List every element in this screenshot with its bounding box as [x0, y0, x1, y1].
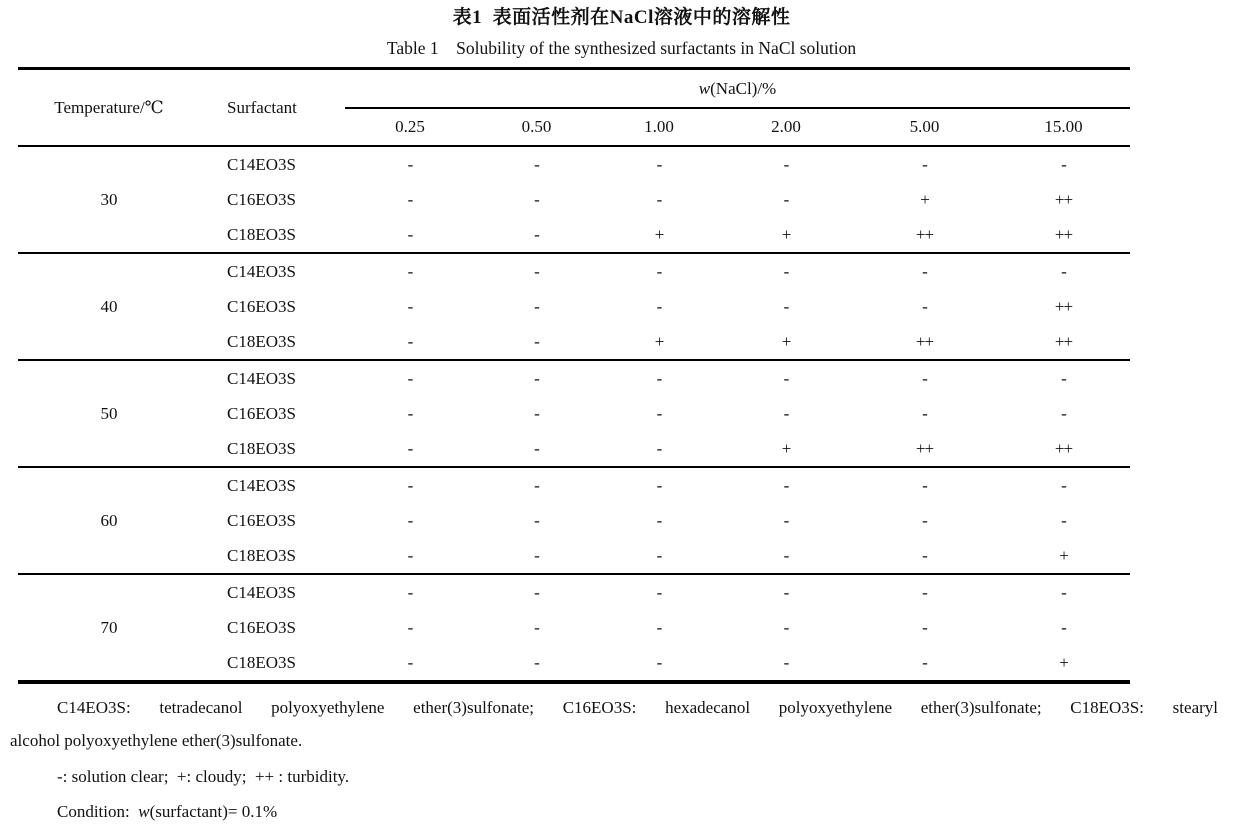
solubility-value: -: [922, 261, 927, 281]
footnote-condition: [10, 795, 1218, 828]
table-row: [18, 467, 1130, 503]
footnote-symbols: -: solution clear; +: cloudy; ++ : turbidity.: [57, 767, 350, 786]
solubility-value: -: [534, 189, 539, 209]
solubility-value: +: [920, 189, 929, 209]
solubility-table: [18, 67, 1130, 684]
surfactant-cell: C14EO3S: [227, 475, 296, 495]
footnote-definitions-line2: alcohol polyoxyethylene ether(3)sulfonate.: [10, 731, 303, 750]
surfactant-column-header: Surfactant: [227, 97, 297, 117]
solubility-value: ++: [1054, 189, 1073, 209]
solubility-value: -: [922, 652, 927, 672]
solubility-value: -: [656, 261, 662, 281]
table-row: [18, 360, 1130, 396]
solubility-value: -: [534, 652, 539, 672]
solubility-value: -: [407, 582, 413, 602]
solubility-value: ++: [1054, 331, 1073, 351]
solubility-value: -: [656, 189, 662, 209]
table-header: [18, 69, 1130, 147]
solubility-value: -: [656, 652, 662, 672]
solubility-value: -: [534, 545, 539, 565]
solubility-value: -: [534, 154, 539, 174]
solubility-value: -: [534, 368, 539, 388]
solubility-value: -: [656, 154, 662, 174]
solubility-value: -: [534, 261, 539, 281]
nacl-header-italic-w: w: [698, 78, 711, 98]
solubility-value: ++: [915, 224, 934, 244]
surfactant-cell: C14EO3S: [227, 368, 296, 388]
solubility-value: -: [783, 403, 789, 423]
solubility-value: -: [407, 261, 413, 281]
solubility-value: -: [1061, 475, 1066, 495]
solubility-value: -: [534, 331, 539, 351]
surfactant-cell: C16EO3S: [227, 189, 296, 209]
solubility-value: -: [783, 545, 789, 565]
solubility-value: -: [407, 224, 413, 244]
table-row: [18, 146, 1130, 182]
solubility-value: -: [656, 510, 662, 530]
solubility-value: -: [534, 296, 539, 316]
solubility-value: -: [1061, 154, 1066, 174]
solubility-value: ++: [1054, 296, 1073, 316]
surfactant-cell: C16EO3S: [227, 617, 296, 637]
solubility-value: -: [534, 510, 539, 530]
solubility-value: -: [783, 510, 789, 530]
solubility-value: -: [656, 296, 662, 316]
surfactant-cell: C16EO3S: [227, 403, 296, 423]
solubility-value: -: [534, 475, 539, 495]
concentration-header: 0.50: [521, 117, 552, 136]
solubility-value: -: [783, 652, 789, 672]
solubility-value: -: [1061, 261, 1066, 281]
temperature-cell: 30: [100, 189, 118, 209]
solubility-value: -: [407, 189, 413, 209]
condition-italic-w: w: [138, 802, 150, 821]
footnote-definitions-line1: C14EO3S: tetradecanol polyoxyethylene ether(3)sulfonate; C16EO3S: hexadecanol polyoxyethylene ether(3)sulfonate; C18EO3S: stearyl: [57, 698, 1218, 717]
nacl-header-rest: (NaCl)/%: [710, 78, 777, 98]
surfactant-cell: C18EO3S: [227, 224, 296, 244]
table-row: [18, 253, 1130, 289]
solubility-value: -: [1061, 403, 1066, 423]
solubility-value: -: [922, 510, 927, 530]
solubility-value: -: [407, 154, 413, 174]
solubility-value: -: [922, 617, 927, 637]
solubility-value: -: [783, 261, 789, 281]
nacl-concentration-header: [345, 69, 1130, 109]
concentration-header: 2.00: [771, 117, 801, 136]
solubility-value: -: [783, 189, 789, 209]
solubility-value: -: [407, 438, 413, 458]
solubility-value: -: [534, 582, 539, 602]
concentration-header: 5.00: [909, 117, 940, 136]
surfactant-cell: C14EO3S: [227, 582, 296, 602]
solubility-value: -: [1061, 368, 1066, 388]
condition-prefix: Condition:: [57, 802, 139, 821]
solubility-value: -: [534, 403, 539, 423]
solubility-value: -: [656, 438, 662, 458]
solubility-value: -: [407, 475, 413, 495]
surfactant-cell: C14EO3S: [227, 154, 296, 174]
solubility-value: +: [781, 331, 791, 351]
surfactant-cell: C18EO3S: [227, 545, 296, 565]
solubility-value: +: [654, 331, 664, 351]
solubility-value: -: [656, 582, 662, 602]
solubility-value: -: [656, 368, 662, 388]
temperature-group-30: [18, 146, 1130, 253]
solubility-value: -: [922, 154, 927, 174]
temperature-group-40: [18, 253, 1130, 360]
temperature-cell: 70: [100, 617, 118, 637]
solubility-value: +: [654, 224, 664, 244]
solubility-value: -: [407, 510, 413, 530]
header-row-top: [18, 69, 1130, 109]
solubility-value: +: [781, 438, 791, 458]
concentration-header: 0.25: [395, 117, 425, 136]
solubility-value: +: [781, 224, 791, 244]
solubility-value: -: [783, 582, 789, 602]
solubility-value: ++: [1054, 224, 1073, 244]
solubility-value: -: [783, 296, 789, 316]
solubility-value: -: [534, 438, 539, 458]
solubility-value: -: [656, 475, 662, 495]
solubility-value: +: [1059, 652, 1068, 672]
solubility-value: -: [407, 617, 413, 637]
solubility-value: -: [656, 617, 662, 637]
solubility-value: -: [407, 331, 413, 351]
solubility-value: -: [534, 617, 539, 637]
concentration-header: 1.00: [644, 117, 674, 136]
temperature-group-70: [18, 574, 1130, 682]
surfactant-cell: C14EO3S: [227, 261, 296, 281]
solubility-value: ++: [915, 331, 934, 351]
surfactant-cell: C18EO3S: [227, 331, 296, 351]
temperature-group-50: [18, 360, 1130, 467]
temperature-column-header: Temperature/℃: [54, 97, 164, 117]
solubility-value: -: [407, 368, 413, 388]
solubility-value: -: [656, 403, 662, 423]
solubility-value: -: [783, 617, 789, 637]
solubility-value: -: [534, 224, 539, 244]
solubility-value: -: [407, 296, 413, 316]
solubility-value: -: [922, 475, 927, 495]
temperature-cell: 50: [100, 403, 118, 423]
table-footnotes: [10, 691, 1218, 828]
table-title-english: Table 1 Solubility of the synthesized surfactants in NaCl solution: [386, 38, 857, 58]
surfactant-cell: C16EO3S: [227, 296, 296, 316]
condition-suffix: (surfactant)= 0.1%: [149, 802, 278, 821]
surfactant-cell: C18EO3S: [227, 652, 296, 672]
solubility-value: ++: [915, 438, 934, 458]
temperature-group-60: [18, 467, 1130, 574]
concentration-header: 15.00: [1044, 117, 1083, 136]
solubility-value: -: [1061, 510, 1066, 530]
temperature-cell: 40: [100, 296, 118, 316]
solubility-value: -: [407, 652, 413, 672]
table-title-chinese: 表1 表面活性剂在NaCl溶液中的溶解性: [452, 7, 791, 28]
solubility-value: -: [922, 403, 927, 423]
solubility-value: -: [783, 475, 789, 495]
solubility-value: -: [407, 403, 413, 423]
solubility-value: -: [922, 296, 927, 316]
solubility-value: -: [407, 545, 413, 565]
solubility-value: -: [922, 582, 927, 602]
solubility-value: -: [1061, 617, 1066, 637]
solubility-value: -: [783, 154, 789, 174]
solubility-value: -: [656, 545, 662, 565]
solubility-value: -: [922, 545, 927, 565]
solubility-value: +: [1059, 545, 1068, 565]
surfactant-cell: C16EO3S: [227, 510, 296, 530]
solubility-value: -: [783, 368, 789, 388]
surfactant-cell: C18EO3S: [227, 438, 296, 458]
solubility-value: -: [1061, 582, 1066, 602]
table-row: [18, 574, 1130, 610]
solubility-value: -: [922, 368, 927, 388]
solubility-value: ++: [1054, 438, 1073, 458]
temperature-cell: 60: [100, 510, 118, 530]
